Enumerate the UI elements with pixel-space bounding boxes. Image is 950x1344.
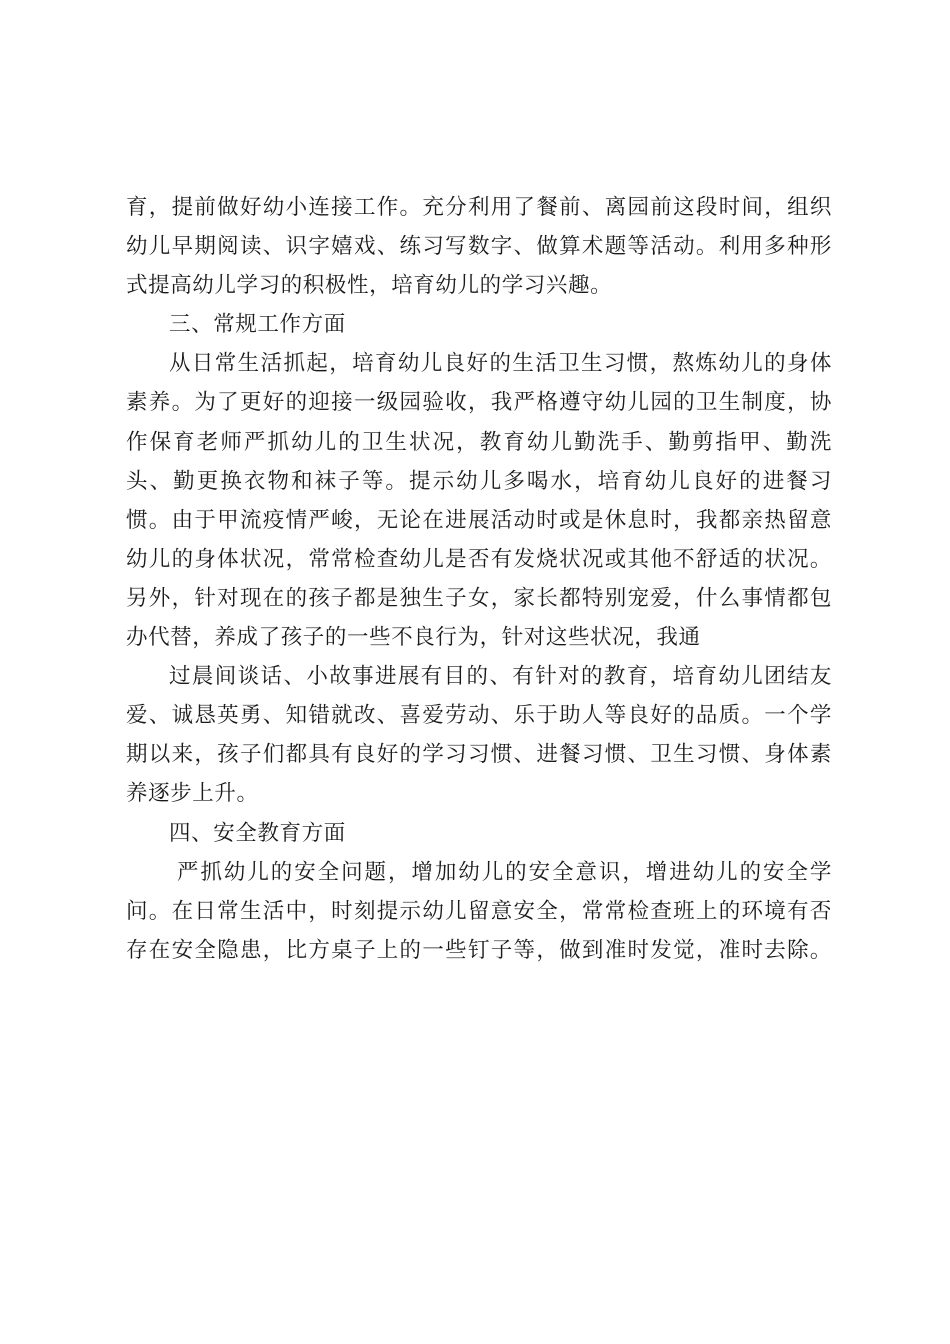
heading-text: 四、安全教育方面: [169, 820, 346, 846]
text-line: 严抓幼儿的安全问题，增加幼儿的安全意识，增进幼儿的安全学: [177, 859, 832, 885]
text-line: 幼儿早期阅读、识字嬉戏、练习写数字、做算术题等活动。利用多种形: [126, 234, 832, 260]
paragraph-safety-education: [126, 853, 832, 970]
text-line: 办代替，养成了孩子的一些不良行为，针对这些状况，我通: [126, 625, 701, 651]
section-heading-safety-education: [126, 814, 832, 853]
text-line: 式提高幼儿学习的积极性，培育幼儿的学习兴趣。: [126, 273, 613, 299]
document-page: [126, 188, 832, 970]
text-line: 另外，针对现在的孩子都是独生子女，家长都特别宠爱，什么事情都包: [126, 585, 832, 611]
text-line: 爱、诚恳英勇、知错就改、喜爱劳动、乐于助人等良好的品质。一个学: [126, 703, 832, 729]
text-line: 育，提前做好幼小连接工作。充分利用了餐前、离园前这段时间，组织: [126, 195, 832, 220]
text-line: 幼儿的身体状况，常常检查幼儿是否有发烧状况或其他不舒适的状况。: [126, 546, 832, 572]
heading-text: 三、常规工作方面: [169, 312, 346, 338]
section-heading-routine-work: [126, 305, 832, 344]
text-line: 养逐步上升。: [126, 781, 259, 807]
paragraph-routine-work: [126, 344, 832, 657]
text-line: 头、勤更换衣物和袜子等。提示幼儿多喝水，培育幼儿良好的进餐习: [126, 468, 832, 494]
paragraph-continuation: [126, 188, 832, 305]
text-line: 惯。由于甲流疫情严峻，无论在进展活动时或是休息时，我都亲热留意: [126, 507, 832, 533]
text-line: 存在安全隐患，比方桌子上的一些钉子等，做到准时发觉，准时去除。: [126, 937, 832, 963]
text-line: 素养。为了更好的迎接一级园验收，我严格遵守幼儿园的卫生制度，协: [126, 390, 832, 416]
text-line: 问。在日常生活中，时刻提示幼儿留意安全，常常检查班上的环境有否: [126, 898, 832, 924]
text-line: 过晨间谈话、小故事进展有目的、有针对的教育，培育幼儿团结友: [169, 664, 832, 690]
text-line: 期以来，孩子们都具有良好的学习习惯、进餐习惯、卫生习惯、身体素: [126, 742, 832, 768]
paragraph-morning-talk: [126, 657, 832, 813]
text-line: 作保育老师严抓幼儿的卫生状况，教育幼儿勤洗手、勤剪指甲、勤洗: [126, 429, 832, 455]
text-line: 从日常生活抓起，培育幼儿良好的生活卫生习惯，熬炼幼儿的身体: [169, 351, 832, 377]
